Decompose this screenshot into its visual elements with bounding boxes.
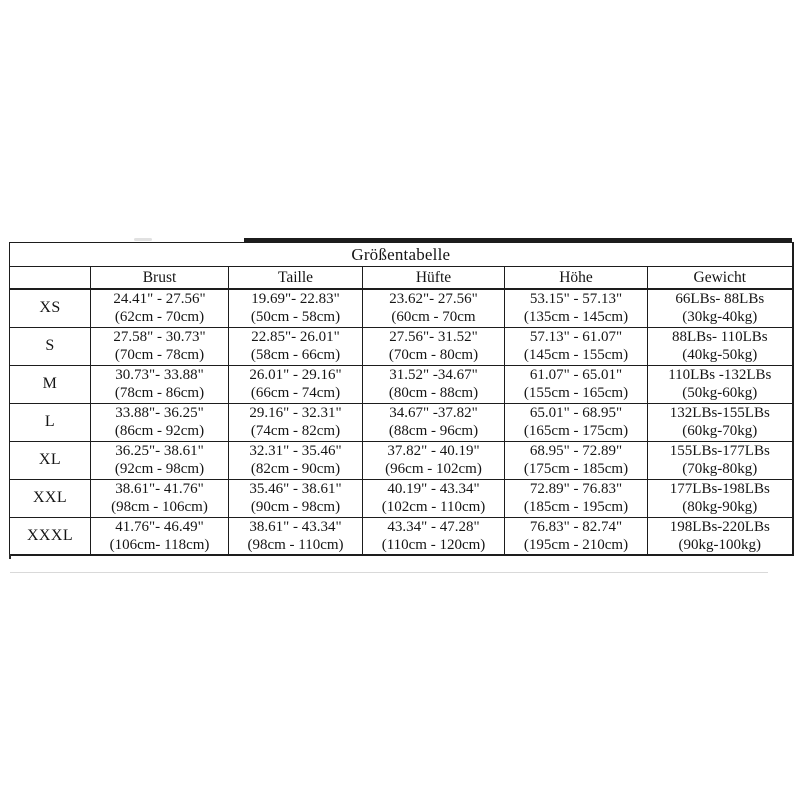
measurement-cell [648, 289, 793, 327]
inch-range: 24.41" - 27.56" [113, 291, 206, 308]
cm-range: (66cm - 74cm) [250, 385, 341, 401]
kg-range: (80kg-90kg) [682, 499, 758, 515]
measurement-cell [363, 479, 505, 517]
inch-range: 38.61" - 43.34" [249, 518, 342, 535]
size-label: XL [10, 441, 91, 479]
kg-range: (70kg-80kg) [682, 461, 758, 477]
header-row [10, 267, 793, 290]
inch-range: 26.01" - 29.16" [249, 367, 342, 383]
cm-range: (135cm - 145cm) [523, 309, 629, 326]
measurement-cell [648, 365, 793, 403]
cm-range: (62cm - 70cm) [114, 309, 205, 326]
inch-range: 76.83" - 82.74" [529, 518, 623, 535]
measurement-cell [229, 441, 363, 479]
measurement-cell [229, 289, 363, 327]
inch-range: 37.82" - 40.19" [387, 443, 480, 459]
measurement-cell [91, 479, 229, 517]
cm-range: (92cm - 98cm) [114, 461, 205, 477]
cm-range: (58cm - 66cm) [250, 347, 341, 363]
cm-range: (60cm - 70cm [391, 309, 476, 326]
table-title: Größentabelle [10, 243, 793, 267]
kg-range: (90kg-100kg) [678, 536, 762, 553]
cm-range: (82cm - 90cm) [250, 461, 341, 477]
table-row-xs [10, 289, 793, 327]
weight-range: 155LBs-177LBs [669, 443, 770, 459]
measurement-cell [648, 327, 793, 365]
cm-range: (88cm - 96cm) [388, 423, 479, 439]
measurement-cell [505, 289, 648, 327]
measurement-cell [363, 403, 505, 441]
measurement-cell [229, 479, 363, 517]
kg-range: (40kg-50kg) [682, 347, 758, 363]
measurement-cell [505, 517, 648, 555]
cm-range: (145cm - 155cm) [523, 347, 629, 363]
inch-range: 38.61"- 41.76" [115, 481, 204, 497]
cm-range: (98cm - 106cm) [111, 499, 208, 515]
scan-artifact-border-tail [9, 554, 11, 559]
measurement-cell [363, 365, 505, 403]
inch-range: 36.25"- 38.61" [115, 443, 204, 459]
weight-range: 198LBs-220LBs [669, 518, 770, 535]
size-label: L [10, 403, 91, 441]
measurement-cell [648, 441, 793, 479]
size-label: XXL [10, 479, 91, 517]
cm-range: (74cm - 82cm) [250, 423, 341, 439]
scan-artifact-smudge [134, 238, 152, 241]
title-row [10, 243, 793, 267]
cm-range: (165cm - 175cm) [523, 423, 629, 439]
inch-range: 27.56"- 31.52" [389, 329, 478, 345]
inch-range: 30.73"- 33.88" [115, 367, 204, 383]
size-chart-table [9, 242, 794, 556]
measurement-cell [505, 327, 648, 365]
kg-range: (30kg-40kg) [682, 309, 758, 326]
measurement-cell [91, 327, 229, 365]
cm-range: (86cm - 92cm) [114, 423, 205, 439]
measurement-cell [363, 517, 505, 555]
inch-range: 61.07" - 65.01" [529, 367, 623, 383]
inch-range: 41.76"- 46.49" [115, 518, 204, 535]
measurement-cell [648, 517, 793, 555]
corner-cell [10, 267, 91, 290]
weight-range: 110LBs -132LBs [668, 367, 772, 383]
measurement-cell [229, 327, 363, 365]
measurement-cell [91, 441, 229, 479]
measurement-cell [648, 479, 793, 517]
cm-range: (80cm - 88cm) [388, 385, 479, 401]
column-header-taille: Taille [229, 267, 363, 290]
weight-range: 177LBs-198LBs [669, 481, 770, 497]
measurement-cell [91, 403, 229, 441]
measurement-cell [91, 289, 229, 327]
scan-artifact-thick-top-border [244, 238, 792, 243]
inch-range: 23.62"- 27.56" [389, 291, 478, 308]
inch-range: 68.95" - 72.89" [529, 443, 623, 459]
cm-range: (78cm - 86cm) [114, 385, 205, 401]
measurement-cell [505, 441, 648, 479]
cm-range: (70cm - 80cm) [388, 347, 479, 363]
inch-range: 31.52" -34.67" [389, 367, 478, 383]
weight-range: 132LBs-155LBs [669, 405, 770, 421]
cm-range: (106cm- 118cm) [109, 536, 210, 553]
inch-range: 32.31" - 35.46" [249, 443, 342, 459]
cm-range: (195cm - 210cm) [523, 536, 629, 553]
table-row-xxxl [10, 517, 793, 555]
inch-range: 65.01" - 68.95" [529, 405, 623, 421]
size-label: XS [10, 289, 91, 327]
column-header-huefte: Hüfte [363, 267, 505, 290]
inch-range: 27.58" - 30.73" [113, 329, 206, 345]
measurement-cell [91, 517, 229, 555]
inch-range: 53.15" - 57.13" [529, 291, 623, 308]
inch-range: 22.85"- 26.01" [251, 329, 340, 345]
size-label: S [10, 327, 91, 365]
inch-range: 72.89" - 76.83" [529, 481, 623, 497]
scan-artifact-faint-line [10, 572, 768, 573]
cm-range: (96cm - 102cm) [385, 461, 482, 477]
measurement-cell [363, 441, 505, 479]
cm-range: (98cm - 110cm) [247, 536, 344, 553]
table-row-s [10, 327, 793, 365]
measurement-cell [505, 403, 648, 441]
inch-range: 34.67" -37.82" [389, 405, 478, 421]
measurement-cell [91, 365, 229, 403]
column-header-hoehe: Höhe [505, 267, 648, 290]
inch-range: 43.34" - 47.28" [387, 518, 480, 535]
table-row-l [10, 403, 793, 441]
measurement-cell [505, 479, 648, 517]
inch-range: 29.16" - 32.31" [249, 405, 342, 421]
inch-range: 35.46" - 38.61" [249, 481, 342, 497]
measurement-cell [229, 403, 363, 441]
kg-range: (50kg-60kg) [682, 385, 758, 401]
measurement-cell [363, 289, 505, 327]
cm-range: (102cm - 110cm) [381, 499, 486, 515]
table-row-m [10, 365, 793, 403]
measurement-cell [363, 327, 505, 365]
column-header-gewicht: Gewicht [648, 267, 793, 290]
measurement-cell [229, 517, 363, 555]
column-header-brust: Brust [91, 267, 229, 290]
table-row-xxl [10, 479, 793, 517]
size-label: M [10, 365, 91, 403]
inch-range: 19.69"- 22.83" [251, 291, 340, 308]
cm-range: (110cm - 120cm) [381, 536, 486, 553]
weight-range: 88LBs- 110LBs [671, 329, 768, 345]
measurement-cell [229, 365, 363, 403]
table-row-xl [10, 441, 793, 479]
cm-range: (155cm - 165cm) [523, 385, 629, 401]
measurement-cell [505, 365, 648, 403]
inch-range: 40.19" - 43.34" [387, 481, 480, 497]
weight-range: 66LBs- 88LBs [675, 291, 765, 308]
cm-range: (90cm - 98cm) [250, 499, 341, 515]
cm-range: (185cm - 195cm) [523, 499, 629, 515]
cm-range: (175cm - 185cm) [523, 461, 629, 477]
kg-range: (60kg-70kg) [682, 423, 758, 439]
size-label: XXXL [10, 517, 91, 555]
measurement-cell [648, 403, 793, 441]
cm-range: (70cm - 78cm) [114, 347, 205, 363]
cm-range: (50cm - 58cm) [250, 309, 341, 326]
inch-range: 33.88"- 36.25" [115, 405, 204, 421]
inch-range: 57.13" - 61.07" [529, 329, 623, 345]
